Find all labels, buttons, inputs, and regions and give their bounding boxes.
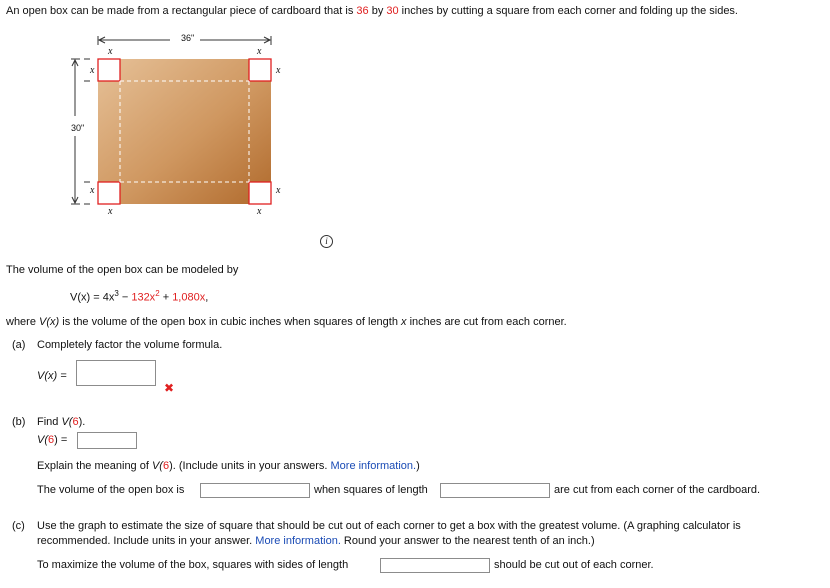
cut-label-left-top: x (90, 65, 95, 76)
cardboard-diagram (60, 28, 290, 218)
part-b-input-label: V(6) = (37, 434, 68, 446)
part-b-sentence-2: when squares of length (314, 484, 428, 496)
part-c-sentence-1: To maximize the volume of the box, squares with sides of length (37, 559, 349, 571)
part-b-sentence-3: are cut from each corner of the cardboard. (554, 484, 761, 496)
cut-label-bottom-right: x (257, 206, 262, 217)
model-intro: The volume of the open box can be modeled by (6, 264, 239, 276)
height-value: 30 (386, 5, 399, 17)
corner-square-bottom-right (249, 182, 271, 204)
volume-formula: $V(x) = 4x^3 - 132x^2 + 1,080x$, (70, 289, 209, 304)
corner-square-top-left (98, 59, 120, 81)
part-b-sentence-1: The volume of the open box is (37, 484, 185, 496)
cut-label-right-top: x (276, 65, 281, 76)
part-a-label: (a) (12, 339, 26, 351)
width-label: 36" (181, 33, 195, 43)
part-b-explain: Explain the meaning of V(6). (Include units in your answers. More information.) (37, 460, 420, 472)
part-c-line-2: recommended. Include units in your answer. More information. Round your answer to the nearest tenth of an inch.) (37, 535, 595, 547)
part-a-input-label: V(x) = (37, 370, 67, 382)
where-statement: where V(x) is the volume of the open box in cubic inches when squares of length x inches are cut from each corner. (6, 316, 567, 328)
part-c-sentence-2: should be cut out of each corner. (494, 559, 654, 571)
factored-formula-input[interactable] (76, 360, 156, 386)
cut-label-top-left: x (108, 46, 113, 57)
incorrect-icon: ✖ (164, 381, 175, 395)
more-information-link-c[interactable]: More information. (255, 535, 341, 547)
part-b-label: (b) (12, 416, 26, 428)
corner-square-bottom-left (98, 182, 120, 204)
width-value: 36 (356, 5, 369, 17)
info-icon[interactable]: i (320, 235, 333, 248)
part-c-label: (c) (12, 520, 25, 532)
v6-input[interactable] (77, 432, 137, 449)
more-information-link-b[interactable]: More information. (330, 460, 417, 472)
cut-label-bottom-left: x (108, 206, 113, 217)
part-b-question: Find V(6). (37, 416, 86, 428)
part-c-line-1: Use the graph to estimate the size of square that should be cut out of each corner to get a box with the greatest volume. (A graphing calculator is (37, 520, 741, 532)
cut-label-top-right: x (257, 46, 262, 57)
cut-label-right-bottom: x (276, 185, 281, 196)
cut-label-left-bottom: x (90, 185, 95, 196)
problem-statement: An open box can be made from a rectangular piece of cardboard that is 36 by 30 inches by cutting a square from each corner and folding up the sides. (6, 5, 738, 17)
part-a-question: Completely factor the volume formula. (37, 339, 223, 351)
square-length-input[interactable] (440, 483, 550, 498)
corner-square-top-right (249, 59, 271, 81)
volume-meaning-input[interactable] (200, 483, 310, 498)
max-square-length-input[interactable] (380, 558, 490, 573)
height-label: 30" (71, 123, 85, 133)
